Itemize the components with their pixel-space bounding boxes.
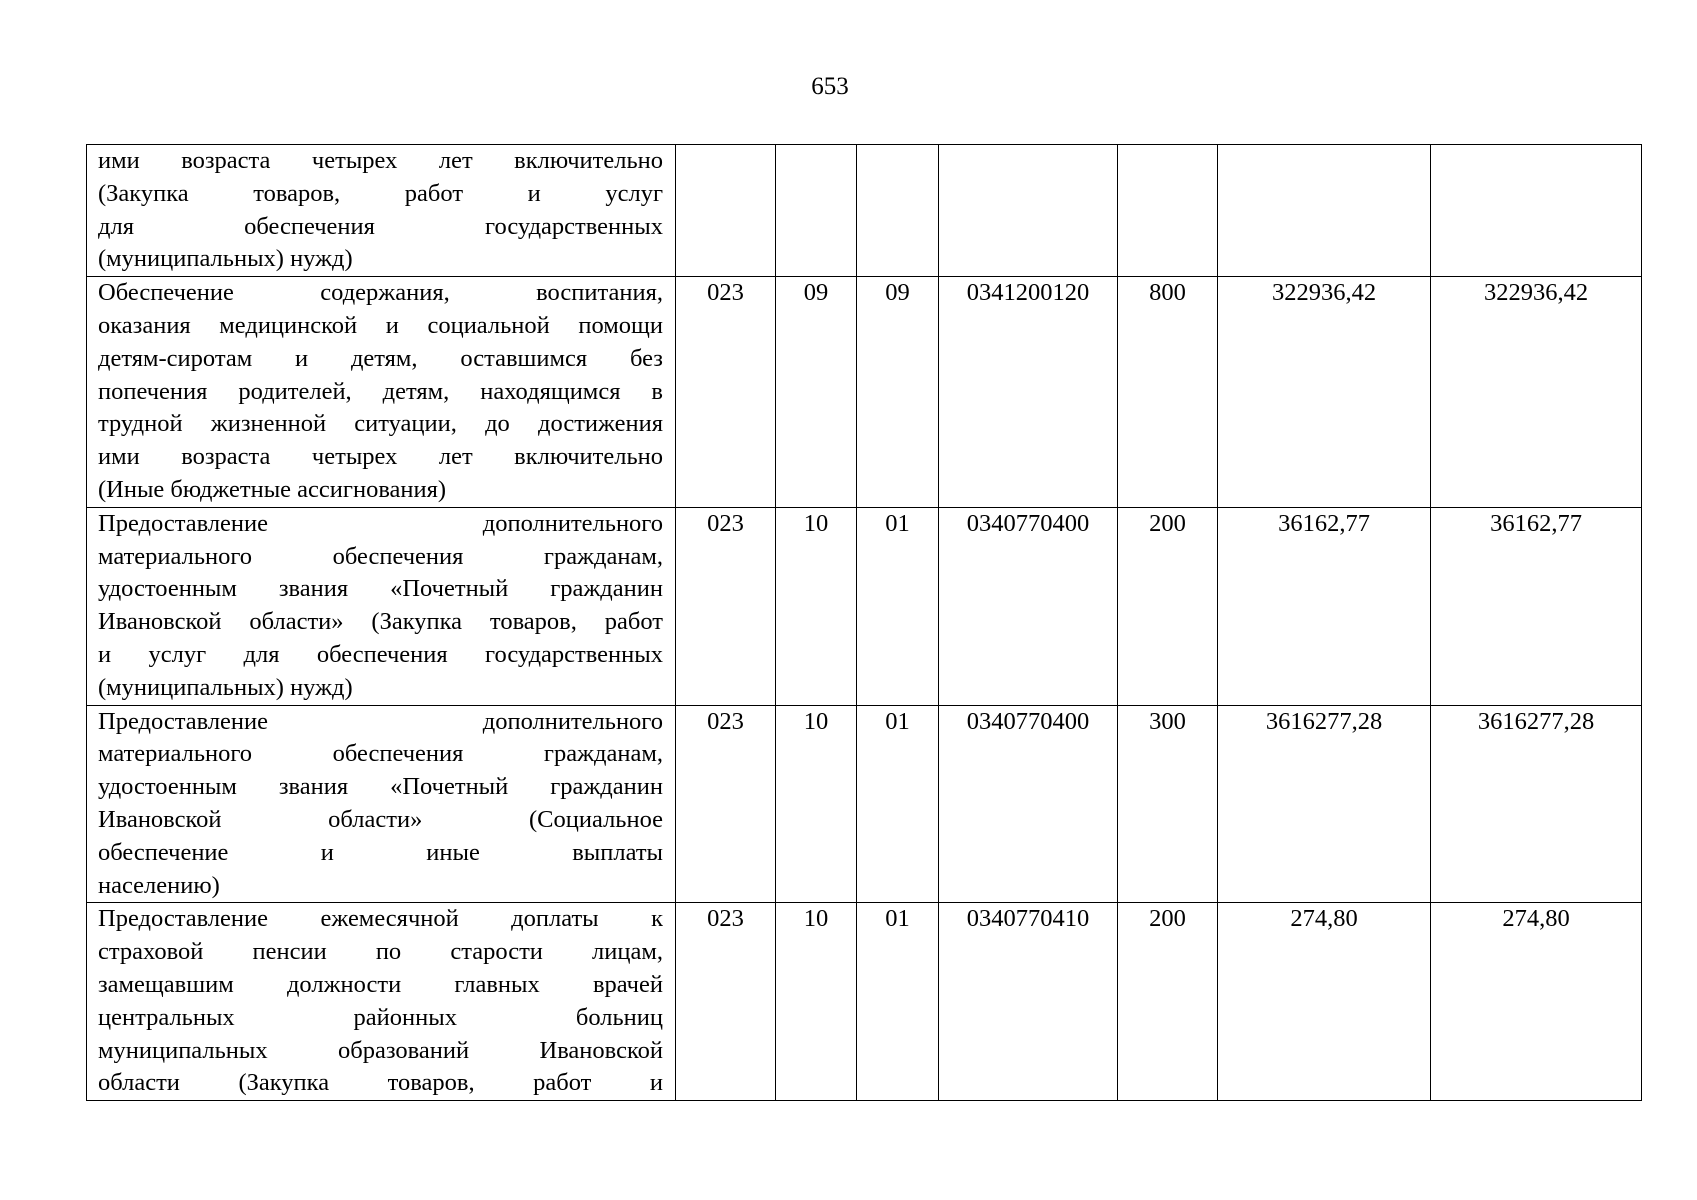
description-line: ими возраста четырех лет включительно <box>98 147 663 174</box>
ministry-code: 023 <box>676 903 776 1101</box>
target-article-code: 0340770400 <box>939 705 1118 903</box>
expense-type-code: 200 <box>1118 903 1218 1101</box>
target-article-code: 0340770400 <box>939 507 1118 705</box>
target-article-code: 0341200120 <box>939 277 1118 508</box>
section-code <box>776 145 857 277</box>
amount-year-2: 322936,42 <box>1431 277 1642 508</box>
amount-year-1: 36162,77 <box>1218 507 1431 705</box>
section-code: 09 <box>776 277 857 508</box>
table-row <box>87 145 1642 277</box>
table-row <box>87 507 1642 705</box>
amount-year-1: 3616277,28 <box>1218 705 1431 903</box>
subsection-code: 01 <box>857 903 939 1101</box>
description-line: Предоставление дополнительного <box>98 707 663 735</box>
section-code: 10 <box>776 903 857 1101</box>
description-line: удостоенным звания «Почетный гражданин <box>98 773 663 801</box>
description-line: материального обеспечения гражданам, <box>98 542 663 570</box>
section-code: 10 <box>776 507 857 705</box>
description-line: попечения родителей, детям, находящимся в <box>98 377 663 405</box>
expense-description <box>87 145 676 277</box>
description-line: центральных районных больниц <box>98 1003 663 1031</box>
description-line: ими возраста четырех лет включительно <box>98 443 663 471</box>
expense-type-code <box>1118 145 1218 277</box>
description-line: Ивановской области» (Закупка товаров, работ <box>98 608 663 636</box>
expense-type-code: 800 <box>1118 277 1218 508</box>
description-line: оказания медицинской и социальной помощи <box>98 311 663 339</box>
description-line: обеспечение и иные выплаты <box>98 838 663 866</box>
ministry-code: 023 <box>676 705 776 903</box>
description-line: детям-сиротам и детям, оставшимся без <box>98 344 663 372</box>
expense-description <box>87 705 676 903</box>
description-line: страховой пенсии по старости лицам, <box>98 938 663 966</box>
description-line: для обеспечения государственных <box>98 212 663 240</box>
section-code: 10 <box>776 705 857 903</box>
description-line: (муниципальных) нужд) <box>98 245 353 273</box>
subsection-code: 09 <box>857 277 939 508</box>
description-line: Предоставление ежемесячной доплаты к <box>98 905 663 933</box>
expense-type-code: 300 <box>1118 705 1218 903</box>
description-line: муниципальных образований Ивановской <box>98 1036 663 1064</box>
table-row <box>87 705 1642 903</box>
amount-year-1 <box>1218 145 1431 277</box>
description-line: (Иные бюджетные ассигнования) <box>98 475 447 503</box>
description-line: населению) <box>98 871 220 899</box>
description-line: области (Закупка товаров, работ и <box>98 1069 663 1097</box>
description-line: Обеспечение содержания, воспитания, <box>98 279 663 307</box>
expense-description <box>87 903 676 1101</box>
description-line: (муниципальных) нужд) <box>98 673 353 701</box>
description-line: удостоенным звания «Почетный гражданин <box>98 575 663 603</box>
description-line: (Закупка товаров, работ и услуг <box>98 179 663 207</box>
description-line: и услуг для обеспечения государственных <box>98 640 663 668</box>
page-number: 653 <box>811 73 849 100</box>
description-line: замещавшим должности главных врачей <box>98 970 663 998</box>
amount-year-2 <box>1431 145 1642 277</box>
ministry-code: 023 <box>676 277 776 508</box>
amount-year-2: 36162,77 <box>1431 507 1642 705</box>
budget-table <box>86 144 1642 1101</box>
subsection-code <box>857 145 939 277</box>
subsection-code: 01 <box>857 705 939 903</box>
description-line: Ивановской области» (Социальное <box>98 805 663 833</box>
amount-year-1: 322936,42 <box>1218 277 1431 508</box>
description-line: материального обеспечения гражданам, <box>98 740 663 768</box>
ministry-code: 023 <box>676 507 776 705</box>
description-line: трудной жизненной ситуации, до достижения <box>98 410 663 438</box>
table-row <box>87 277 1642 508</box>
target-article-code: 0340770410 <box>939 903 1118 1101</box>
expense-description <box>87 507 676 705</box>
ministry-code <box>676 145 776 277</box>
description-line: Предоставление дополнительного <box>98 509 663 537</box>
expense-type-code: 200 <box>1118 507 1218 705</box>
subsection-code: 01 <box>857 507 939 705</box>
table-body <box>87 145 1642 1101</box>
amount-year-2: 3616277,28 <box>1431 705 1642 903</box>
target-article-code <box>939 145 1118 277</box>
table-row <box>87 903 1642 1101</box>
amount-year-1: 274,80 <box>1218 903 1431 1101</box>
expense-description <box>87 277 676 508</box>
amount-year-2: 274,80 <box>1431 903 1642 1101</box>
